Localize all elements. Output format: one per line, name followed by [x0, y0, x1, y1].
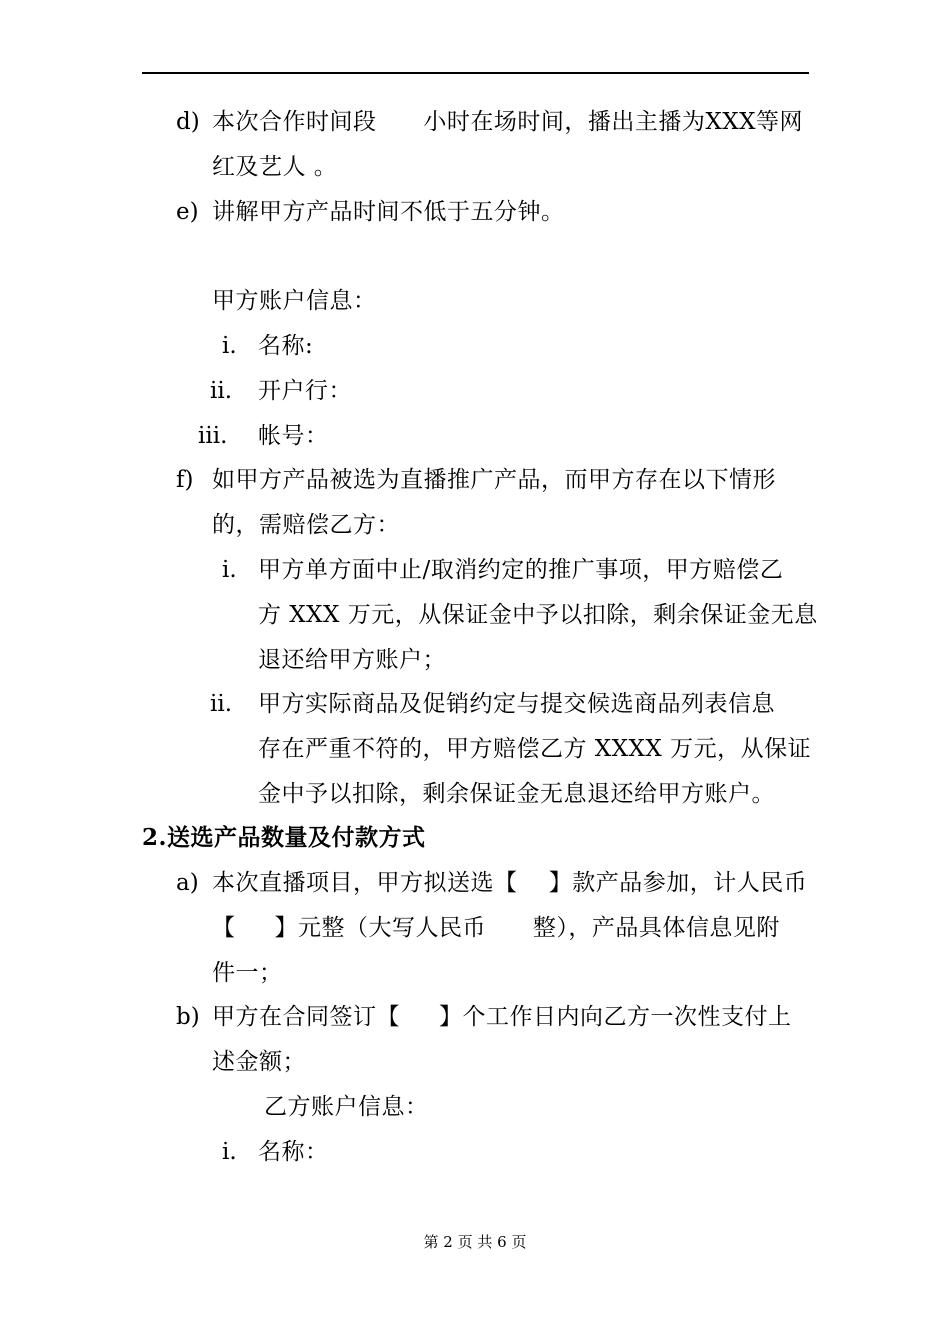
- item-d-marker: d): [176, 109, 200, 135]
- item-a-line-1: 本次直播项目，甲方拟送选【 】款产品参加，计人民币: [212, 870, 808, 896]
- item-f-line-1: 如甲方产品被选为直播推广产品，而甲方存在以下情形: [212, 467, 776, 493]
- party-a-account-number-label: 帐号：: [258, 423, 329, 449]
- item-f-sub-ii-marker: ii.: [210, 691, 233, 717]
- item-d-line-2: 红及艺人 。: [212, 154, 338, 180]
- party-b-field-marker: i.: [222, 1139, 237, 1165]
- item-f-line-2: 的，需赔偿乙方：: [212, 512, 400, 538]
- item-f-sub-i-line-2: 方 XXX 万元，从保证金中予以扣除，剩余保证金无息: [258, 602, 818, 628]
- party-b-account-title: 乙方账户信息：: [264, 1094, 429, 1120]
- item-f-marker: f): [176, 467, 194, 493]
- item-e-line-1: 讲解甲方产品时间不低于五分钟。: [212, 199, 565, 225]
- item-f-sub-i-marker: i.: [222, 557, 237, 583]
- header-rule: [142, 72, 809, 74]
- item-f-sub-ii-line-2: 存在严重不符的，甲方赔偿乙方 XXXX 万元，从保证: [258, 736, 812, 762]
- item-b-line-1: 甲方在合同签订【 】个工作日内向乙方一次性支付上: [212, 1004, 792, 1030]
- party-a-field-marker: iii.: [198, 423, 228, 449]
- party-a-bank-label: 开户行：: [258, 378, 352, 404]
- party-a-name-label: 名称:: [258, 333, 314, 359]
- item-a-line-3: 件一；: [212, 960, 283, 986]
- item-f-sub-i-line-3: 退还给甲方账户；: [258, 647, 446, 673]
- item-a-marker: a): [176, 870, 199, 896]
- party-a-field-marker: ii.: [210, 378, 233, 404]
- item-a-line-2: 【 】元整（大写人民币 整），产品具体信息见附: [212, 915, 780, 941]
- party-a-field-marker: i.: [222, 333, 237, 359]
- page-number-footer: 第 2 页 共 6 页: [423, 1233, 527, 1251]
- item-b-marker: b): [176, 1004, 200, 1030]
- item-f-sub-i-line-1: 甲方单方面中止/取消约定的推广事项，甲方赔偿乙: [258, 557, 784, 583]
- item-d-line-1: 本次合作时间段 小时在场时间，播出主播为XXX等网: [212, 109, 803, 135]
- party-a-account-title: 甲方账户信息：: [212, 288, 377, 314]
- section-2-heading: 2.送选产品数量及付款方式: [142, 824, 426, 851]
- item-e-marker: e): [176, 199, 199, 225]
- item-f-sub-ii-line-3: 金中予以扣除，剩余保证金无息退还给甲方账户。: [258, 781, 775, 807]
- item-f-sub-ii-line-1: 甲方实际商品及促销约定与提交候选商品列表信息: [258, 691, 775, 717]
- item-b-line-2: 述金额；: [212, 1049, 306, 1075]
- party-b-name-label: 名称：: [258, 1139, 329, 1165]
